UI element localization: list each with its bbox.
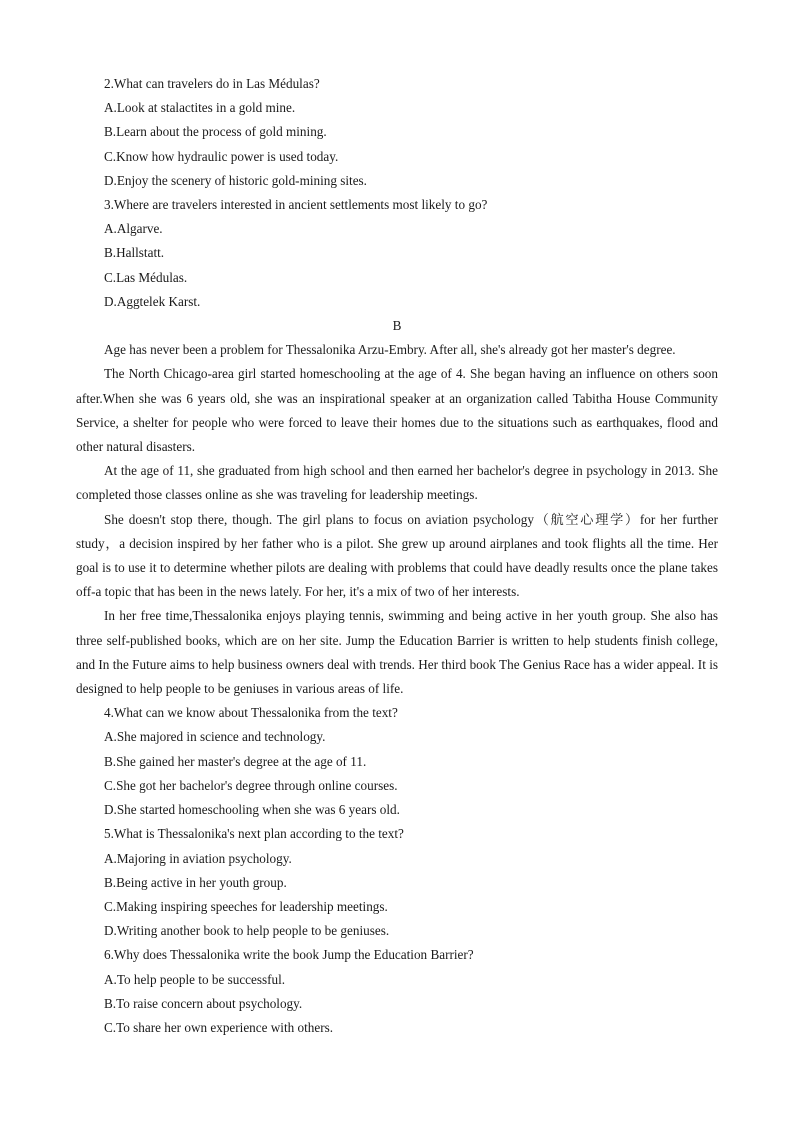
- question-6-option-c: C.To share her own experience with others.: [104, 1019, 334, 1035]
- question-4: 4.What can we know about Thessalonika from the text?: [104, 705, 398, 721]
- passage-paragraph-2: The North Chicago-area girl started homeschooling at the age of 4. She began having an influence on others soon after.When she was 6 years old, she was an inspirational speaker at an organization called Tabitha House Community Service, a shelter for people who were forced to leave their homes due to the situations such as earthquakes, flood and other natural disasters.: [76, 366, 718, 455]
- question-6-option-b: B.To raise concern about psychology.: [104, 995, 303, 1011]
- question-6-option-a: A.To help people to be successful.: [104, 971, 286, 987]
- question-3-option-a: A.Algarve.: [104, 221, 163, 237]
- passage-paragraph-4: She doesn't stop there, though. The girl plans to focus on aviation psychology（航空心理学）for her further study，a decision inspired by her father who is a pilot. She grew up around airplanes and took flights all the time. Her goal is to use it to determine whether pilots are dealing with problems that could have deadly results once the plane takes off-a topic that has been in the news lately. For her, it's a mix of two of her interests.: [76, 511, 718, 600]
- document-page: [76, 72, 718, 1040]
- question-3-option-d: D.Aggtelek Karst.: [104, 293, 201, 309]
- question-5: 5.What is Thessalonika's next plan according to the text?: [104, 826, 404, 842]
- question-5-option-c: C.Making inspiring speeches for leadership meetings.: [104, 898, 388, 914]
- passage-paragraph-3: At the age of 11, she graduated from high school and then earned her bachelor's degree in psychology in 2013. She completed those classes online as she was traveling for leadership meetings.: [76, 463, 718, 503]
- section-heading: B: [392, 318, 402, 334]
- passage-paragraph-5: In her free time,Thessalonika enjoys playing tennis, swimming and being active in her youth group. She also has three self-published books, which are on her site. Jump the Education Barrier is written to help students finish college, and In the Future aims to help business owners deal with trends. Her third book The Genius Race has a wider appeal. It is designed to help people to be geniuses in various areas of life.: [76, 608, 718, 697]
- question-2-option-c: C.Know how hydraulic power is used today.: [104, 148, 339, 164]
- question-5-option-d: D.Writing another book to help people to be geniuses.: [104, 923, 390, 939]
- question-5-option-b: B.Being active in her youth group.: [104, 874, 287, 890]
- question-4-option-b: B.She gained her master's degree at the age of 11.: [104, 753, 367, 769]
- question-3-option-c: C.Las Médulas.: [104, 269, 188, 285]
- question-6: 6.Why does Thessalonika write the book Jump the Education Barrier?: [104, 947, 474, 963]
- question-3: 3.Where are travelers interested in ancient settlements most likely to go?: [104, 197, 488, 213]
- question-2-option-b: B.Learn about the process of gold mining.: [104, 124, 327, 140]
- passage-paragraph-1: Age has never been a problem for Thessalonika Arzu-Embry. After all, she's already got her master's degree.: [104, 342, 676, 358]
- question-5-option-a: A.Majoring in aviation psychology.: [104, 850, 292, 866]
- question-2: 2.What can travelers do in Las Médulas?: [104, 76, 320, 91]
- question-3-option-b: B.Hallstatt.: [104, 245, 165, 261]
- question-4-option-d: D.She started homeschooling when she was 6 years old.: [104, 802, 400, 818]
- question-2-option-a: A.Look at stalactites in a gold mine.: [104, 100, 296, 116]
- question-4-option-a: A.She majored in science and technology.: [104, 729, 326, 745]
- question-2-option-d: D.Enjoy the scenery of historic gold-mining sites.: [104, 172, 367, 188]
- question-4-option-c: C.She got her bachelor's degree through online courses.: [104, 777, 398, 793]
